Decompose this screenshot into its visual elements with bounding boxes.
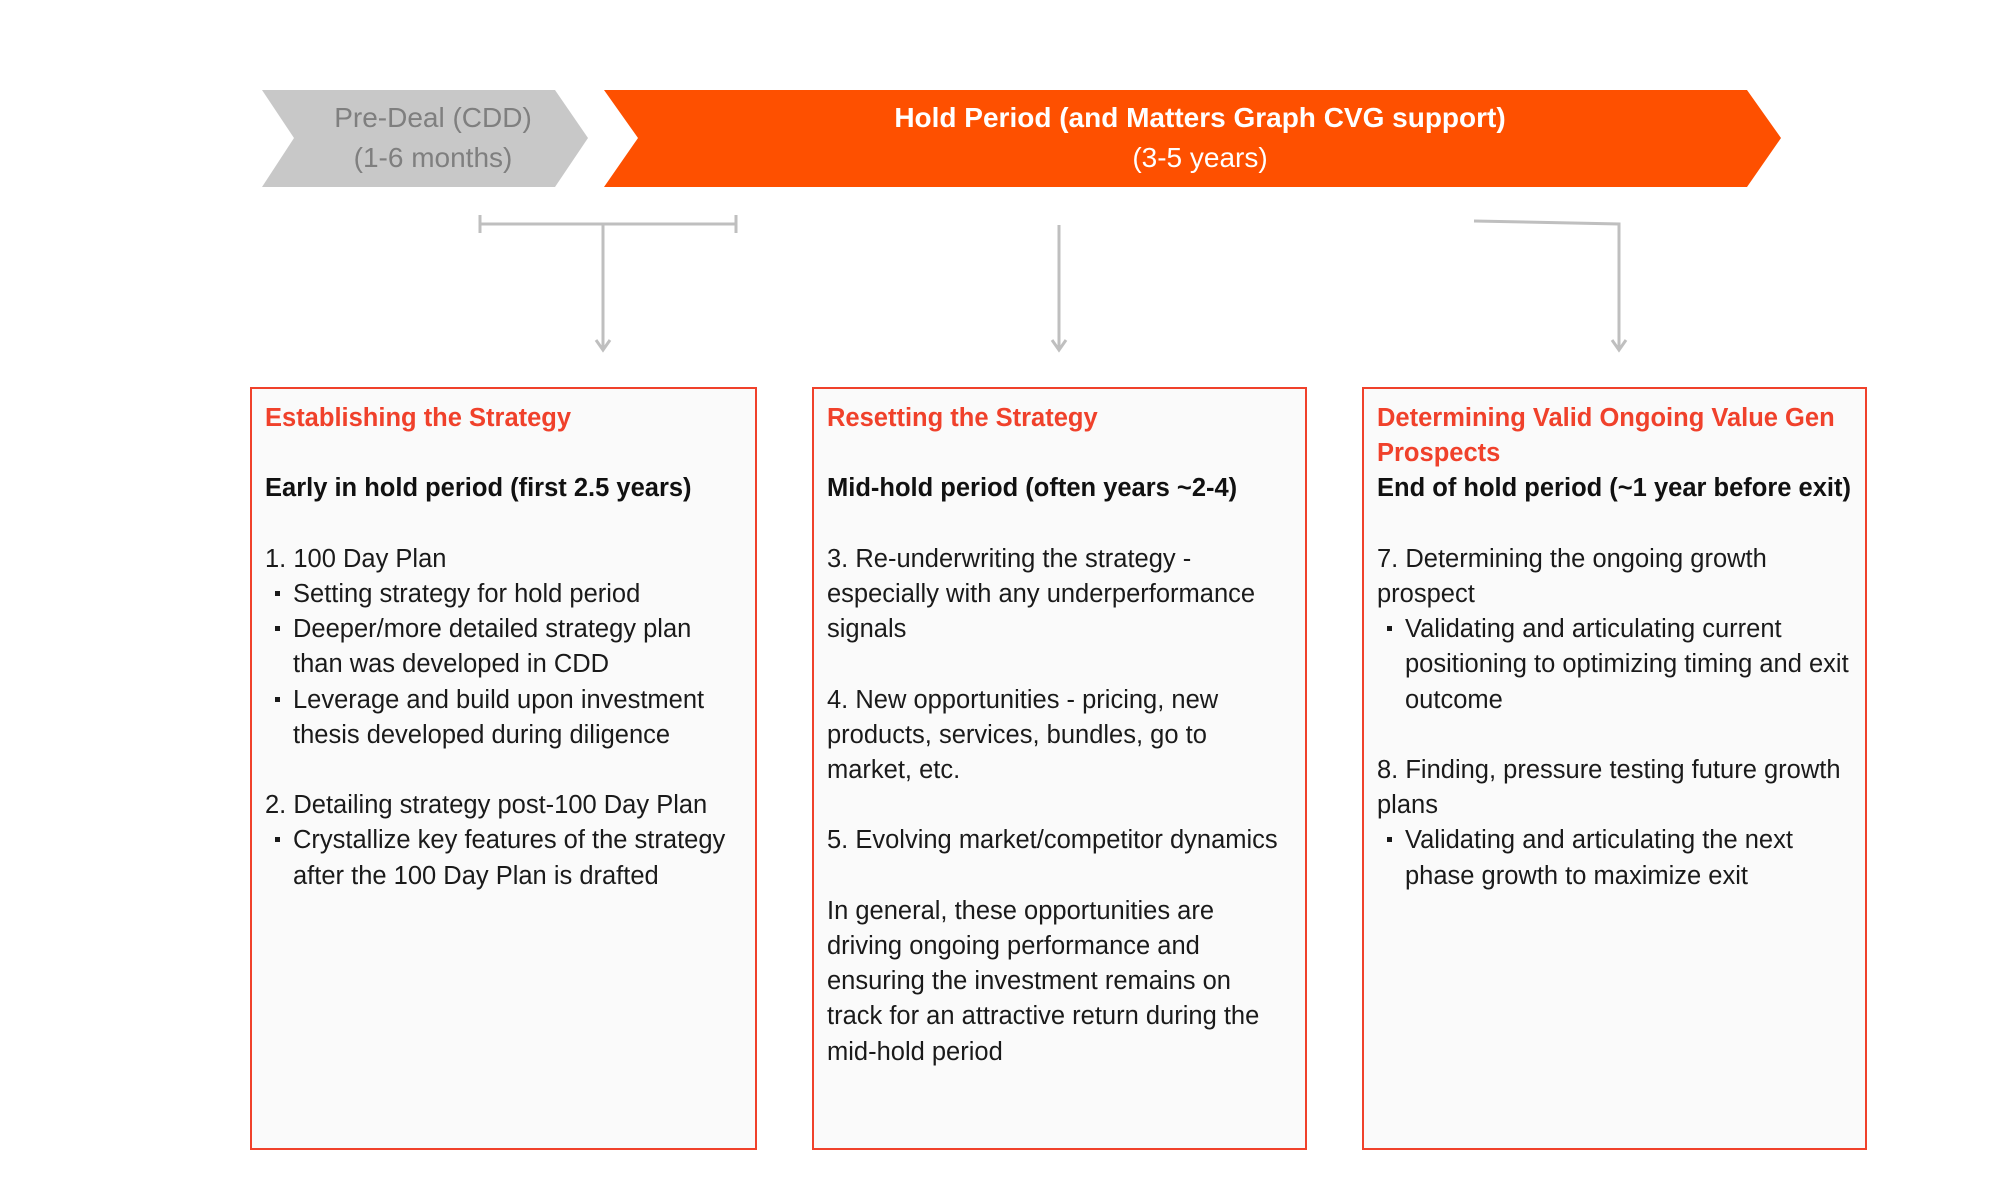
panel-resetting-strategy	[812, 387, 1307, 1150]
pre-deal-label	[263, 98, 603, 178]
hold-period-title: Hold Period (and Matters Graph CVG support)	[894, 102, 1506, 133]
list-item-detailing-strategy: 2. Detailing strategy post-100 Day Plan	[265, 791, 708, 820]
panel-determining-value	[1362, 387, 1867, 1150]
list-item-market-dynamics: 5. Evolving market/competitor dynamics	[827, 826, 1278, 855]
panel-establishing-strategy	[250, 387, 757, 1150]
arrow-connector-middle	[1052, 225, 1066, 350]
list-item-ongoing-growth: 7. Determining the ongoing growth prospect	[1377, 544, 1767, 608]
panel-title: Determining Valid Ongoing Value Gen Prospects	[1377, 404, 1835, 468]
panel-title: Resetting the Strategy	[827, 404, 1098, 432]
bullet-item: Setting strategy for hold period	[265, 577, 742, 612]
list-item-reunderwriting: 3. Re-underwriting the strategy - especially with any underperformance signals	[827, 544, 1256, 644]
pre-deal-title: Pre-Deal (CDD)	[334, 102, 532, 133]
list-item-100-day-plan: 1. 100 Day Plan	[265, 544, 447, 573]
hold-period-duration: (3-5 years)	[1132, 142, 1268, 173]
panel-summary-text: In general, these opportunities are driving ongoing performance and ensuring the investment remains on track for an attractive return during the mid-hold period	[827, 896, 1260, 1066]
bullet-item: Crystallize key features of the strategy after the 100 Day Plan is drafted	[265, 823, 742, 893]
hold-period-label	[610, 98, 1790, 178]
bullet-item: Leverage and build upon investment thesis developed during diligence	[265, 683, 742, 753]
panel-subtitle: End of hold period (~1 year before exit)	[1377, 474, 1851, 503]
panel-subtitle: Early in hold period (first 2.5 years)	[265, 474, 692, 503]
panel-subtitle: Mid-hold period (often years ~2-4)	[827, 474, 1238, 503]
panel-title: Establishing the Strategy	[265, 404, 572, 432]
bullet-item: Deeper/more detailed strategy plan than was developed in CDD	[265, 612, 742, 682]
list-item-future-growth: 8. Finding, pressure testing future growth plans	[1377, 756, 1841, 820]
bullet-item: Validating and articulating current positioning to optimizing timing and exit outcome	[1377, 612, 1852, 718]
arrow-connector-right	[1474, 221, 1626, 350]
pre-deal-duration: (1-6 months)	[353, 142, 513, 173]
bullet-item: Validating and articulating the next phase growth to maximize exit	[1377, 823, 1852, 893]
list-item-new-opportunities: 4. New opportunities - pricing, new products, services, bundles, go to market, etc.	[827, 685, 1219, 784]
bracket-connector-left	[480, 215, 736, 350]
